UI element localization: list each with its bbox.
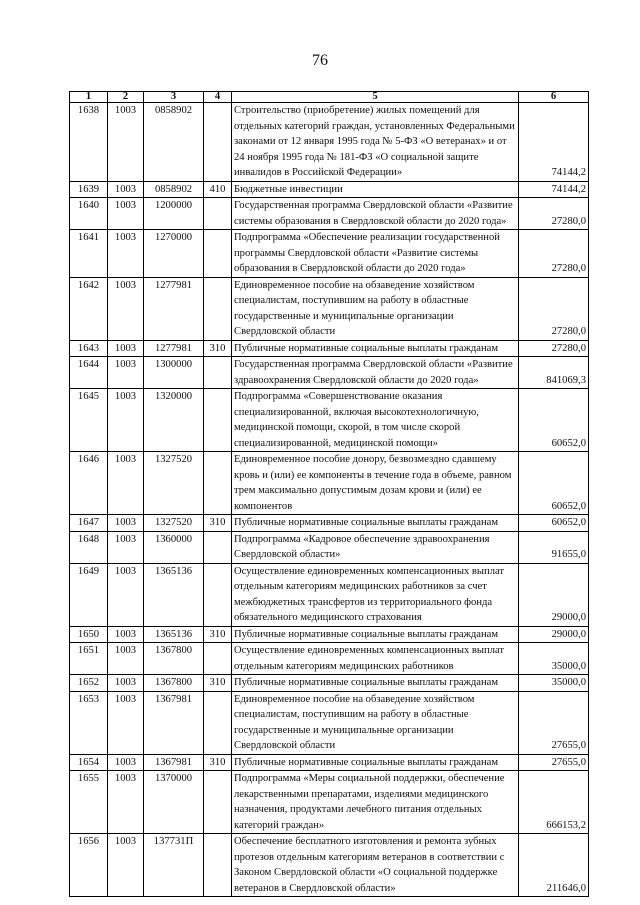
- section-code: 1003: [108, 452, 144, 515]
- target-article-code: 0858902: [144, 181, 204, 198]
- section-code: 1003: [108, 643, 144, 675]
- amount: 29000,0: [519, 626, 589, 643]
- item-name: Осуществление единовременных компенсационных выплат отдельным категориям медицинских работников: [232, 643, 519, 675]
- section-code: 1003: [108, 563, 144, 626]
- budget-table: [69, 91, 589, 897]
- table-row: [70, 198, 589, 230]
- row-number: 1646: [70, 452, 108, 515]
- row-number: 1642: [70, 277, 108, 340]
- table-row: [70, 340, 589, 357]
- target-article-code: 1367981: [144, 691, 204, 754]
- item-name: Строительство (приобретение) жилых помещений для отдельных категорий граждан, установленных Федеральными законами от 12 января 1995 года № 5-ФЗ «О ветеранах» и от 24 ноября 1995 года № 181-ФЗ «О социальной защите инвалидов в Российской Федерации»: [232, 103, 519, 182]
- row-number: 1647: [70, 515, 108, 532]
- table-row: [70, 103, 589, 182]
- table-row: [70, 691, 589, 754]
- target-article-code: 1277981: [144, 277, 204, 340]
- target-article-code: 1300000: [144, 357, 204, 389]
- expense-type-code: [204, 563, 232, 626]
- amount: 74144,2: [519, 181, 589, 198]
- header-col-6: 6: [519, 92, 589, 103]
- amount: 60652,0: [519, 389, 589, 452]
- row-number: 1654: [70, 754, 108, 771]
- item-name: Обеспечение бесплатного изготовления и ремонта зубных протезов отдельным категориям ветеранов в соответствии с Законом Свердловской области «О социальной поддержке ветеранов в Свердловской области»: [232, 834, 519, 897]
- section-code: 1003: [108, 626, 144, 643]
- expense-type-code: [204, 103, 232, 182]
- row-number: 1653: [70, 691, 108, 754]
- expense-type-code: [204, 643, 232, 675]
- item-name: Подпрограмма «Меры социальной поддержки, обеспечение лекарственными препаратами, изделиями медицинского назначения, продуктами лечебного питания отдельных категорий граждан»: [232, 771, 519, 834]
- item-name: Бюджетные инвестиции: [232, 181, 519, 198]
- row-number: 1648: [70, 531, 108, 563]
- expense-type-code: [204, 230, 232, 278]
- table-row: [70, 643, 589, 675]
- expense-type-code: [204, 389, 232, 452]
- page-number: 76: [312, 52, 328, 69]
- section-code: 1003: [108, 198, 144, 230]
- amount: 35000,0: [519, 675, 589, 692]
- row-number: 1656: [70, 834, 108, 897]
- item-name: Государственная программа Свердловской области «Развитие здравоохранения Свердловской области до 2020 года»: [232, 357, 519, 389]
- table-row: [70, 389, 589, 452]
- item-name: Публичные нормативные социальные выплаты гражданам: [232, 515, 519, 532]
- target-article-code: 1367800: [144, 643, 204, 675]
- expense-type-code: 310: [204, 515, 232, 532]
- header-col-4: 4: [204, 92, 232, 103]
- table-row: [70, 771, 589, 834]
- row-number: 1641: [70, 230, 108, 278]
- section-code: 1003: [108, 754, 144, 771]
- table-row: [70, 626, 589, 643]
- section-code: 1003: [108, 515, 144, 532]
- row-number: 1643: [70, 340, 108, 357]
- header-col-2: 2: [108, 92, 144, 103]
- amount: 27280,0: [519, 340, 589, 357]
- amount: 60652,0: [519, 515, 589, 532]
- target-article-code: 1320000: [144, 389, 204, 452]
- amount: 27280,0: [519, 230, 589, 278]
- target-article-code: 1360000: [144, 531, 204, 563]
- section-code: 1003: [108, 340, 144, 357]
- target-article-code: 1367981: [144, 754, 204, 771]
- section-code: 1003: [108, 357, 144, 389]
- expense-type-code: [204, 277, 232, 340]
- amount: 211646,0: [519, 834, 589, 897]
- section-code: 1003: [108, 230, 144, 278]
- table-row: [70, 754, 589, 771]
- row-number: 1652: [70, 675, 108, 692]
- target-article-code: 1327520: [144, 515, 204, 532]
- amount: 27280,0: [519, 277, 589, 340]
- amount: 91655,0: [519, 531, 589, 563]
- section-code: 1003: [108, 675, 144, 692]
- header-col-1: 1: [70, 92, 108, 103]
- row-number: 1655: [70, 771, 108, 834]
- amount: 27280,0: [519, 198, 589, 230]
- table-row: [70, 563, 589, 626]
- section-code: 1003: [108, 834, 144, 897]
- expense-type-code: [204, 531, 232, 563]
- target-article-code: 1277981: [144, 340, 204, 357]
- item-name: Государственная программа Свердловской области «Развитие системы образования в Свердловской области до 2020 года»: [232, 198, 519, 230]
- amount: 27655,0: [519, 691, 589, 754]
- row-number: 1649: [70, 563, 108, 626]
- table-row: [70, 230, 589, 278]
- expense-type-code: 310: [204, 675, 232, 692]
- section-code: 1003: [108, 103, 144, 182]
- target-article-code: 1200000: [144, 198, 204, 230]
- section-code: 1003: [108, 277, 144, 340]
- expense-type-code: 310: [204, 754, 232, 771]
- row-number: 1640: [70, 198, 108, 230]
- item-name: Публичные нормативные социальные выплаты гражданам: [232, 626, 519, 643]
- item-name: Подпрограмма «Обеспечение реализации государственной программы Свердловской области «Развитие системы образования в Свердловской области до 2020 года»: [232, 230, 519, 278]
- table-body: [70, 103, 589, 897]
- table-row: [70, 181, 589, 198]
- amount: 27655,0: [519, 754, 589, 771]
- amount: 74144,2: [519, 103, 589, 182]
- table-row: [70, 452, 589, 515]
- table-header-row: [70, 92, 589, 103]
- amount: 29000,0: [519, 563, 589, 626]
- table-row: [70, 277, 589, 340]
- target-article-code: 1327520: [144, 452, 204, 515]
- table-row: [70, 357, 589, 389]
- table-row: [70, 531, 589, 563]
- amount: 35000,0: [519, 643, 589, 675]
- header-col-5: 5: [232, 92, 519, 103]
- amount: 841069,3: [519, 357, 589, 389]
- item-name: Подпрограмма «Совершенствование оказания специализированной, включая высокотехнологичную, медицинской помощи, скорой, в том числе скорой специализированной, медицинской помощи»: [232, 389, 519, 452]
- target-article-code: 1367800: [144, 675, 204, 692]
- item-name: Публичные нормативные социальные выплаты гражданам: [232, 340, 519, 357]
- amount: 666153,2: [519, 771, 589, 834]
- section-code: 1003: [108, 771, 144, 834]
- section-code: 1003: [108, 531, 144, 563]
- row-number: 1639: [70, 181, 108, 198]
- expense-type-code: [204, 452, 232, 515]
- item-name: Единовременное пособие на обзаведение хозяйством специалистам, поступившим на работу в областные государственные и муниципальные организации Свердловской области: [232, 277, 519, 340]
- row-number: 1638: [70, 103, 108, 182]
- item-name: Осуществление единовременных компенсационных выплат отдельным категориям медицинских работников за счет межбюджетных трансфертов из территориального фонда обязательного медицинского страхования: [232, 563, 519, 626]
- header-col-3: 3: [144, 92, 204, 103]
- expense-type-code: [204, 198, 232, 230]
- expense-type-code: [204, 771, 232, 834]
- section-code: 1003: [108, 691, 144, 754]
- target-article-code: 137731П: [144, 834, 204, 897]
- expense-type-code: [204, 834, 232, 897]
- expense-type-code: [204, 691, 232, 754]
- target-article-code: 1365136: [144, 563, 204, 626]
- item-name: Единовременное пособие на обзаведение хозяйством специалистам, поступившим на работу в областные государственные и муниципальные организации Свердловской области: [232, 691, 519, 754]
- expense-type-code: 310: [204, 340, 232, 357]
- item-name: Публичные нормативные социальные выплаты гражданам: [232, 675, 519, 692]
- row-number: 1644: [70, 357, 108, 389]
- target-article-code: 1370000: [144, 771, 204, 834]
- amount: 60652,0: [519, 452, 589, 515]
- table-row: [70, 675, 589, 692]
- expense-type-code: 410: [204, 181, 232, 198]
- table-row: [70, 515, 589, 532]
- target-article-code: 1365136: [144, 626, 204, 643]
- table-row: [70, 834, 589, 897]
- item-name: Подпрограмма «Кадровое обеспечение здравоохранения Свердловской области»: [232, 531, 519, 563]
- target-article-code: 0858902: [144, 103, 204, 182]
- target-article-code: 1270000: [144, 230, 204, 278]
- row-number: 1645: [70, 389, 108, 452]
- expense-type-code: [204, 357, 232, 389]
- section-code: 1003: [108, 389, 144, 452]
- expense-type-code: 310: [204, 626, 232, 643]
- item-name: Единовременное пособие донору, безвозмездно сдавшему кровь и (или) ее компоненты в течение года в объеме, равном трем максимально допустимым дозам крови и (или) ее компонентов: [232, 452, 519, 515]
- item-name: Публичные нормативные социальные выплаты гражданам: [232, 754, 519, 771]
- row-number: 1651: [70, 643, 108, 675]
- section-code: 1003: [108, 181, 144, 198]
- row-number: 1650: [70, 626, 108, 643]
